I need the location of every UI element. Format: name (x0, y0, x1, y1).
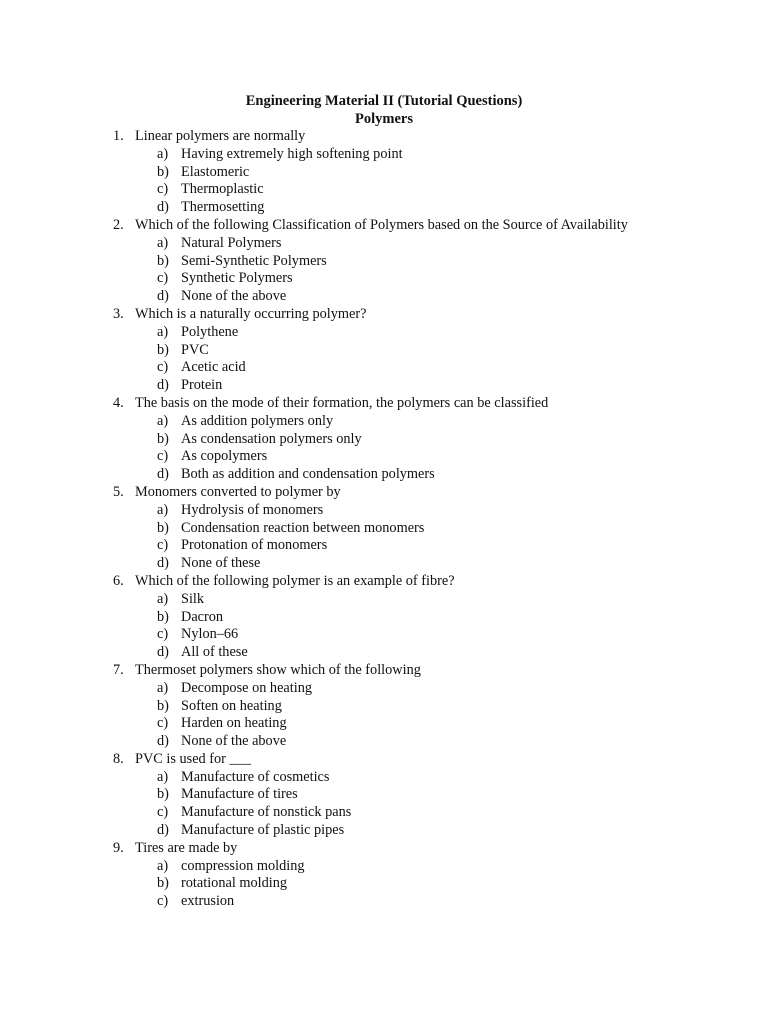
option-text: As copolymers (181, 448, 268, 465)
option-text: None of these (181, 555, 261, 572)
option-text: Manufacture of tires (181, 786, 298, 803)
option-item (0, 146, 768, 164)
option-letter: a) (157, 323, 169, 340)
option-text: Having extremely high softening point (181, 145, 403, 162)
question-item (0, 662, 768, 751)
option-letter: d) (157, 822, 169, 839)
option-text: All of these (181, 644, 248, 661)
option-item (0, 875, 768, 893)
option-item (0, 253, 768, 271)
option-item (0, 164, 768, 182)
option-letter: c) (157, 626, 169, 643)
option-text: None of the above (181, 288, 287, 305)
option-text: PVC (181, 341, 209, 358)
question-line (0, 662, 768, 680)
option-letter: b) (157, 163, 169, 180)
option-item (0, 609, 768, 627)
option-text: Thermoplastic (181, 181, 264, 198)
option-item (0, 181, 768, 199)
question-text: Which of the following Classification of Polymers based on the Source of Availability (135, 216, 628, 233)
question-number: 3. (113, 305, 124, 322)
option-text: Dacron (181, 608, 224, 625)
option-item (0, 235, 768, 253)
question-line (0, 306, 768, 324)
option-letter: b) (157, 608, 169, 625)
option-text: Acetic acid (181, 359, 246, 376)
question-text: Tires are made by (135, 839, 238, 856)
question-text: Monomers converted to polymer by (135, 483, 341, 500)
document-subtitle: Polymers (355, 111, 413, 127)
option-item (0, 466, 768, 484)
option-text: As addition polymers only (181, 412, 334, 429)
option-letter: b) (157, 786, 169, 803)
option-letter: b) (157, 252, 169, 269)
option-letter: c) (157, 359, 169, 376)
option-text: As condensation polymers only (181, 430, 362, 447)
question-text: PVC is used for ___ (135, 750, 251, 767)
question-text: Which of the following polymer is an example of fibre? (135, 572, 455, 589)
option-letter: d) (157, 733, 169, 750)
option-text: Polythene (181, 323, 239, 340)
option-letter: c) (157, 537, 169, 554)
option-text: Condensation reaction between monomers (181, 519, 425, 536)
option-item (0, 520, 768, 538)
option-item (0, 199, 768, 217)
option-item (0, 769, 768, 787)
question-text: Thermoset polymers show which of the following (135, 661, 421, 678)
option-letter: d) (157, 288, 169, 305)
option-text: Nylon–66 (181, 626, 239, 643)
option-text: None of the above (181, 733, 287, 750)
option-text: Decompose on heating (181, 679, 313, 696)
question-line (0, 395, 768, 413)
option-letter: b) (157, 430, 169, 447)
question-list (0, 128, 768, 911)
option-item (0, 502, 768, 520)
option-text: Protein (181, 377, 223, 394)
option-item (0, 359, 768, 377)
option-item (0, 555, 768, 573)
option-letter: d) (157, 377, 169, 394)
question-number: 8. (113, 750, 124, 767)
option-letter: a) (157, 145, 169, 162)
option-letter: a) (157, 768, 169, 785)
option-text: Both as addition and condensation polymers (181, 466, 435, 483)
option-text: Protonation of monomers (181, 537, 328, 554)
option-item (0, 537, 768, 555)
question-item (0, 840, 768, 911)
question-item (0, 484, 768, 573)
question-number: 9. (113, 839, 124, 856)
question-number: 1. (113, 128, 124, 144)
option-item (0, 413, 768, 431)
option-letter: b) (157, 519, 169, 536)
option-item (0, 644, 768, 662)
option-text: Hydrolysis of monomers (181, 501, 324, 518)
option-text: Elastomeric (181, 163, 250, 180)
option-text: Harden on heating (181, 715, 287, 732)
option-text: Manufacture of cosmetics (181, 768, 330, 785)
option-letter: a) (157, 501, 169, 518)
option-item (0, 786, 768, 804)
option-text: compression molding (181, 857, 305, 874)
option-letter: a) (157, 412, 169, 429)
option-item (0, 342, 768, 360)
option-item (0, 822, 768, 840)
option-text: Silk (181, 590, 205, 607)
option-letter: c) (157, 448, 169, 465)
option-text: Semi-Synthetic Polymers (181, 252, 327, 269)
option-letter: c) (157, 270, 169, 287)
option-letter: a) (157, 857, 169, 874)
option-letter: c) (157, 715, 169, 732)
question-text: Which is a naturally occurring polymer? (135, 305, 367, 322)
option-letter: c) (157, 181, 169, 198)
option-text: Thermosetting (181, 199, 265, 216)
question-item (0, 395, 768, 484)
question-number: 5. (113, 483, 124, 500)
option-letter: b) (157, 697, 169, 714)
question-number: 7. (113, 661, 124, 678)
option-text: rotational molding (181, 875, 288, 892)
option-item (0, 270, 768, 288)
document-title: Engineering Material II (Tutorial Questions) (245, 93, 523, 109)
option-text: Synthetic Polymers (181, 270, 293, 287)
option-letter: d) (157, 555, 169, 572)
option-letter: b) (157, 875, 169, 892)
option-item (0, 893, 768, 911)
title-block (0, 92, 768, 128)
question-line (0, 128, 768, 146)
question-line (0, 217, 768, 235)
option-item (0, 858, 768, 876)
option-letter: c) (157, 804, 169, 821)
option-item (0, 288, 768, 306)
option-item (0, 715, 768, 733)
question-line (0, 484, 768, 502)
question-line (0, 751, 768, 769)
option-letter: d) (157, 644, 169, 661)
question-item (0, 751, 768, 840)
question-item (0, 306, 768, 395)
option-letter: a) (157, 590, 169, 607)
option-item (0, 324, 768, 342)
option-text: extrusion (181, 893, 235, 910)
option-text: Natural Polymers (181, 234, 282, 251)
option-item (0, 733, 768, 751)
option-item (0, 377, 768, 395)
option-item (0, 698, 768, 716)
question-item (0, 573, 768, 662)
question-line (0, 573, 768, 591)
question-number: 6. (113, 572, 124, 589)
option-letter: d) (157, 199, 169, 216)
option-letter: b) (157, 341, 169, 358)
option-letter: a) (157, 234, 169, 251)
question-line (0, 840, 768, 858)
option-item (0, 680, 768, 698)
question-text: The basis on the mode of their formation, the polymers can be classified (135, 394, 549, 411)
question-text: Linear polymers are normally (135, 128, 306, 144)
option-text: Soften on heating (181, 697, 282, 714)
question-number: 2. (113, 216, 124, 233)
option-text: Manufacture of plastic pipes (181, 822, 345, 839)
question-item (0, 128, 768, 217)
option-item (0, 448, 768, 466)
option-letter: c) (157, 893, 169, 910)
option-item (0, 804, 768, 822)
option-letter: a) (157, 679, 169, 696)
question-item (0, 217, 768, 306)
option-item (0, 591, 768, 609)
option-item (0, 431, 768, 449)
option-letter: d) (157, 466, 169, 483)
option-text: Manufacture of nonstick pans (181, 804, 352, 821)
question-number: 4. (113, 394, 124, 411)
option-item (0, 626, 768, 644)
